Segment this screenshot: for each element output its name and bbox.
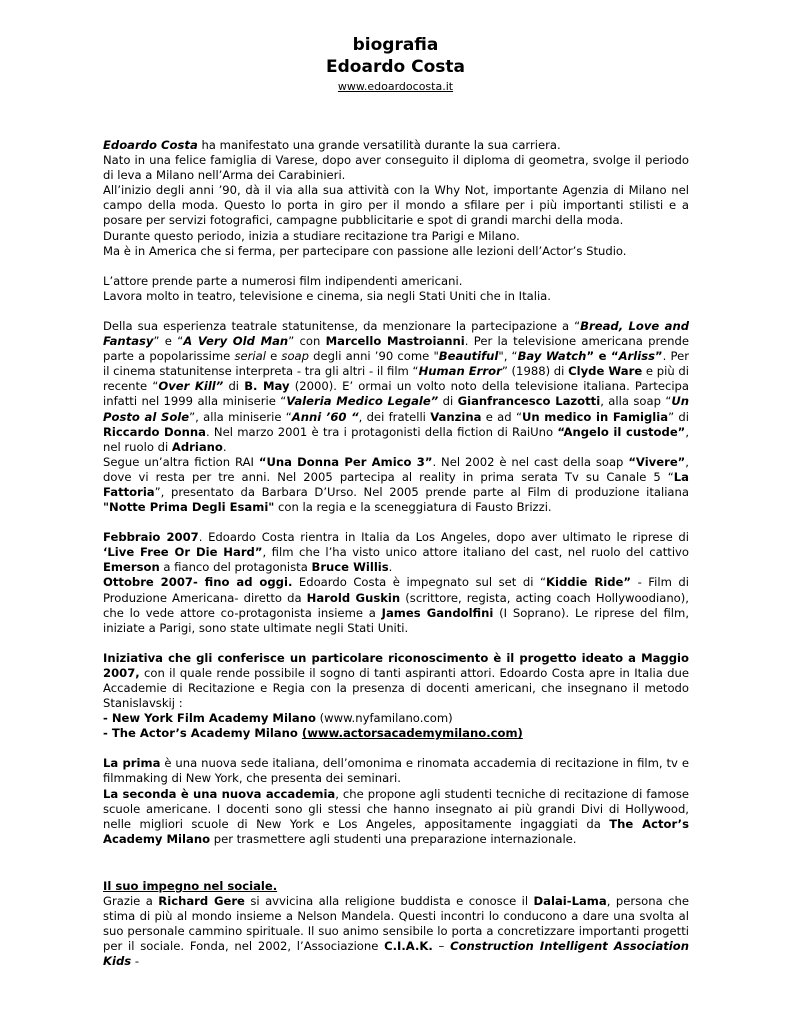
text-run: per trasmettere agli studenti una preparazione internazionale. [210, 831, 577, 846]
doc-title-name: Edoardo Costa [326, 57, 465, 77]
text-run: - New York Film Academy Milano [103, 711, 316, 726]
text-run: Lavora molto in teatro, televisione e cinema, sia negli Stati Uniti che in Italia. [103, 288, 551, 303]
document-header [0, 34, 791, 94]
text-run: ” e “ [586, 349, 619, 364]
text-run: La seconda è una nuova accademia [103, 786, 336, 801]
text-run: Kiddie Ride” [546, 575, 632, 590]
career-paragraph-2 [103, 455, 689, 515]
text-run: Grazie a [103, 894, 159, 909]
text-run: , persona che stima di più al mondo insieme a Nelson Mandela. Questi incontri lo conducono a dare una svolta al suo personale cammino spirituale. Il suo animo sensibile lo porta a concretizzare importanti progetti per il sociale. Fonda, nel 2002, l’Associazione [103, 894, 689, 954]
text-run: - [131, 954, 140, 969]
text-run: La Fattoria [103, 469, 689, 499]
text-run: Harold Guskin [306, 590, 401, 605]
doc-title-biografia: biografia [352, 35, 439, 55]
text-run: . Per la televisione americana prende parte a popolarissime [103, 334, 689, 364]
text-run: Vanzina [430, 409, 482, 424]
text-run: Bruce Willis [311, 560, 389, 575]
text-run: Bread, Love and Fantasy [103, 318, 689, 349]
intro-5 [103, 244, 689, 259]
paragraph-spacer [103, 636, 689, 651]
text-run: , dei fratelli [358, 409, 431, 424]
text-run: Riccardo Donna [103, 424, 206, 439]
text-run: “Vivere” [628, 454, 686, 469]
text-run: Emerson [103, 560, 160, 575]
text-run: con il quale rende possibile il sogno di tanti aspiranti attori. Edoardo Costa apre in Italia due Accademie di Recitazione e Regia con la presenza di docenti americani, che insegnano il metodo Stanislavskij : [103, 665, 689, 711]
intro-2 [103, 153, 689, 183]
text-run: (www.actorsacademymilano.com) [301, 726, 523, 741]
text-run: ”, presentato da Barbara D’Urso. Nel 2005 prende parte al Film di produzione italiana [154, 484, 689, 499]
text-run: Beautiful [438, 349, 499, 364]
social-paragraph [103, 894, 689, 969]
text-run: Edoardo Costa è impegnato sul set di “ [292, 575, 547, 590]
text-run: “Angelo il custode” [557, 424, 686, 439]
text-run: . Nel marzo 2001 è tra i protagonisti della fiction di RaiUno [205, 424, 558, 439]
text-run: B. May [244, 379, 290, 394]
text-run: C.I.A.K. [384, 939, 433, 954]
seconda [103, 787, 689, 847]
text-run: è una nuova sede italiana, dell’omonima e rinomata accademia di recitazione in film, tv e filmmaking di New York, che presenta dei seminari. [103, 756, 689, 786]
text-run: Marcello Mastroianni [325, 334, 465, 349]
text-run: ” e “ [153, 334, 184, 349]
text-run: ” con [288, 334, 326, 349]
text-run: (www.nyfamilano.com) [315, 711, 453, 726]
feb-2007 [103, 530, 689, 575]
text-run: (scrittore, regista, acting coach Hollywoodiano), che lo vede attore co-protagonista insieme a [103, 590, 689, 620]
academy-2 [103, 726, 689, 741]
text-run: Un medico in Famiglia [521, 409, 669, 424]
text-run: Human Error [418, 364, 502, 379]
prima [103, 756, 689, 786]
text-run: The Actor’s Academy Milano [103, 816, 689, 846]
text-run: "Notte Prima Degli Esami" [103, 500, 275, 515]
text-run: ‘Live Free Or Die Hard” [103, 545, 263, 560]
text-run: – [432, 939, 451, 954]
text-run: Adriano [171, 439, 223, 454]
website-link[interactable]: www.edoardocosta.it [337, 80, 454, 93]
text-run: Arliss [618, 349, 656, 364]
text-run: si avvicina alla religione buddista e conosce il [244, 894, 534, 909]
text-run: degli anni ’90 come " [309, 349, 439, 364]
intro-4 [103, 229, 689, 244]
text-run: ha manifestato una grande versatilità durante la sua carriera. [197, 138, 561, 152]
text-run: ” [655, 349, 663, 364]
text-run: Valeria Medico Legale” [286, 394, 439, 409]
text-run: (I Soprano). Le riprese del film, iniziate a Parigi, sono state ultimate negli Stati Uniti. [103, 605, 689, 635]
text-run: Edoardo Costa [103, 138, 198, 152]
text-run: Clyde Ware [568, 364, 643, 379]
film-1 [103, 274, 689, 289]
text-run: . [388, 560, 393, 575]
text-run: e [265, 349, 282, 364]
text-run: , alla soap “ [600, 394, 672, 409]
text-run: Ma è in America che si ferma, per partecipare con passione alle lezioni dell’Actor’s Studio. [103, 243, 627, 258]
text-run: James Gandolfini [381, 605, 494, 620]
initiative [103, 651, 689, 711]
intro-1 [103, 138, 689, 153]
text-run: e ad “ [481, 409, 522, 424]
text-run: a fianco del protagonista [159, 560, 312, 575]
social-heading [103, 879, 689, 894]
text-run: Febbraio 2007 [103, 530, 199, 545]
text-run: serial [234, 349, 266, 364]
oct-2007 [103, 575, 689, 635]
text-run: , nel ruolo di [103, 424, 689, 454]
text-run: A Very Old Man [183, 334, 289, 349]
text-run: . Nel 2002 è nel cast della soap [432, 454, 629, 469]
text-run: con la regia e la sceneggiatura di Fausto Brizzi. [274, 500, 552, 515]
paragraph-spacer [103, 259, 689, 274]
text-run: Richard Gere [158, 894, 245, 909]
text-run: Over Kill” [158, 379, 224, 394]
text-run: - The Actor’s Academy Milano [103, 726, 302, 741]
paragraph-spacer [103, 304, 689, 319]
text-run: Bay Watch [517, 349, 587, 364]
text-run: . [222, 439, 227, 454]
paragraph-spacer [103, 847, 689, 879]
text-run: Il suo impegno nel sociale. [103, 878, 278, 893]
academy-1 [103, 711, 689, 726]
text-run: , che propone agli studenti tecniche di recitazione di famose scuole americane. I docenti sono gli stessi che hanno insegnato ai più grandi Divi di Hollywood, nelle migliori scuole di New York e Los Angeles, appositamente ingaggiati da [103, 786, 689, 831]
text-run: e più di recente “ [103, 364, 689, 394]
text-run: All’inizio degli anni ’90, dà il via alla sua attività con la Why Not, importante Agenzia di Milano nel campo della moda. Questo lo porta in giro per il mondo a sfilare per i più importanti stilisti e a posare per servizi fotografici, campagne pubblicitarie e spot di grandi marchi della moda. [103, 183, 689, 228]
text-run: Dalai-Lama [533, 894, 607, 909]
text-run: , dove vi resta per tre anni. Nel 2005 partecipa al reality in prima serata Tv su Canale 5 “ [103, 454, 689, 484]
text-run: di [438, 394, 458, 409]
paragraph-spacer [103, 515, 689, 530]
text-run: Segue un’altra fiction RAI [103, 454, 259, 469]
film-2 [103, 289, 689, 304]
text-run: , film che l’ha visto unico attore italiano del cast, nel ruolo del cattivo [262, 545, 689, 560]
text-run: Construction Intelligent Association Kids [103, 939, 690, 969]
text-run: soap [281, 349, 310, 364]
text-run: di [223, 379, 245, 394]
text-run: . Edoardo Costa rientra in Italia da Los Angeles, dopo aver ultimato le riprese di [198, 530, 689, 545]
text-run: Anni ’60 “ [291, 409, 359, 424]
intro-3 [103, 183, 689, 228]
text-run: “Una Donna Per Amico 3” [258, 454, 433, 469]
text-run: Un Posto al Sole [103, 394, 689, 424]
text-run: ”, alla miniserie “ [189, 409, 292, 424]
biography-body [103, 138, 689, 970]
text-run: L’attore prende parte a numerosi film indipendenti americani. [103, 273, 463, 288]
text-run: ” di [668, 409, 689, 424]
text-run: ", “ [498, 349, 518, 364]
text-run: La prima [103, 756, 161, 771]
text-run: . Per il cinema statunitense interpreta - tra gli altri - il film “ [103, 349, 689, 379]
text-run: Della sua esperienza teatrale statunitense, da menzionare la partecipazione a “ [103, 318, 581, 333]
text-run: Durante questo periodo, inizia a studiare recitazione tra Parigi e Milano. [103, 228, 520, 243]
text-run: Ottobre 2007- fino ad oggi. [103, 575, 293, 590]
text-run: Nato in una felice famiglia di Varese, dopo aver conseguito il diploma di geometra, svolge il periodo di leva a Milano nell’Arma dei Carabinieri. [103, 153, 689, 183]
text-run: ” (1988) di [501, 364, 569, 379]
text-run: Iniziativa che gli conferisce un particolare riconoscimento è il progetto ideato a Maggio 2007, [103, 650, 689, 680]
paragraph-spacer [103, 741, 689, 756]
career-paragraph [103, 319, 689, 455]
text-run: - Film di Produzione Americana- diretto da [103, 575, 689, 605]
text-run: (2000). E’ ormai un volto noto della televisione italiana. Partecipa infatti nel 1999 alla miniserie “ [103, 379, 690, 409]
text-run: Gianfrancesco Lazotti [457, 394, 601, 409]
